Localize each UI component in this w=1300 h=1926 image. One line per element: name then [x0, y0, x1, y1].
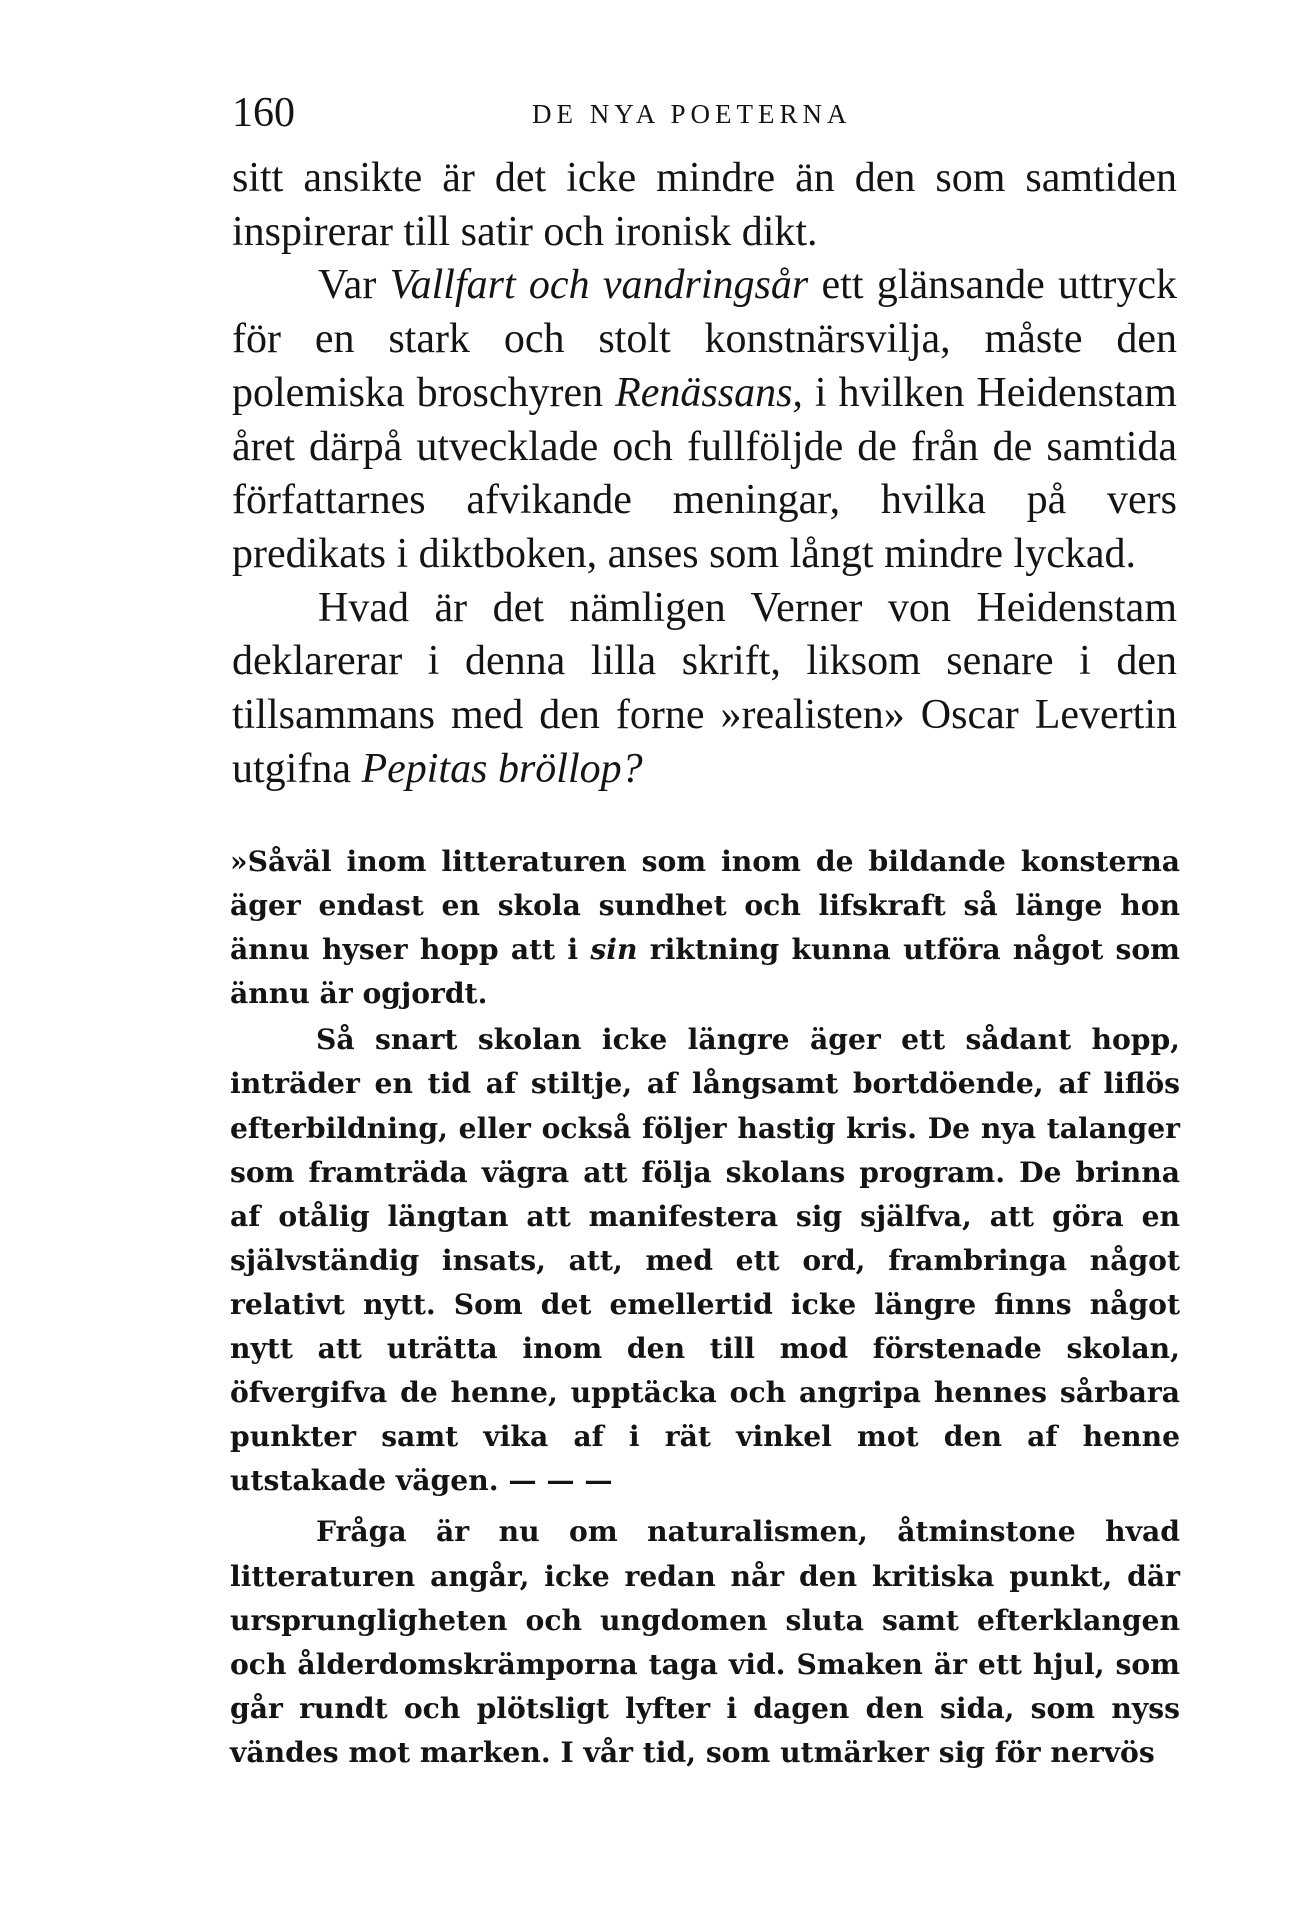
quote-paragraph-3-text: Fråga är nu om naturalismen, åtminstone hvad litteraturen angår, icke redan når den kritiska punkt, där ursprungligheten och ungdomen sluta samt efterklangen och ålderdomskrämporna taga vid. Smaken är ett hjul, som går rundt och plötsligt lyfter i dagen den sida, som nyss vändes mot marken. I vår tid, som utmärker sig för nervös [230, 1515, 1180, 1769]
paragraph-3 [232, 582, 1177, 797]
quote-paragraph-1-text-a: »Såväl inom litteraturen som inom de bildande konsterna äger endast en skola sundhet och lifskraft så länge hon ännu hyser hopp att i [230, 845, 1180, 967]
quote-paragraph-3 [230, 1510, 1180, 1775]
work-title-renassans: Renässans, [615, 369, 803, 416]
paragraph-2-text-a: Var [318, 262, 390, 309]
paragraph-2 [232, 259, 1177, 581]
quote-paragraph-2-text: Så snart skolan icke längre äger ett sådant hopp, inträder en tid af stiltje, af långsamt bortdöende, af liflös efterbildning, eller också följer hastig kris. De nya talanger som framträda vägra att följa skolans program. De brinna af otålig längtan att manifestera sig själfva, att göra en självständig insats, att, med ett ord, frambringa något relativt nytt. Som det emellertid icke längre finns något nytt att uträtta inom den till mod förstenade skolan, öfvergifva de henne, upptäcka och angripa hennes sårbara punkter samt vika af i rät vinkel mot den af henne utstakade vägen. — — — [230, 1023, 1180, 1498]
paragraph-2-text-c: i hvilken Heidenstam året därpå utvecklade och fullföljde de från de samtida författarnes afvikande meningar, hvilka på vers predikats i diktboken, anses som långt mindre lyckad. [232, 369, 1177, 577]
quote-emphasis-sin: sin [590, 933, 638, 967]
quote-paragraph-1 [230, 840, 1180, 1016]
work-title-pepitas: Pepitas bröllop? [361, 745, 643, 792]
quote-paragraph-1-text-b: riktning kunna utföra något som ännu är ogjordt. [230, 933, 1180, 1011]
paragraph-2-text-b: ett glänsande uttryck för en stark och stolt konstnärsvilja, måste den polemiska broschyren [232, 262, 1177, 416]
running-title: DE NYA POETERNA [532, 99, 852, 129]
quote-paragraph-2 [230, 1018, 1180, 1503]
paragraph-3-text: Hvad är det nämligen Verner von Heidenstam deklarerar i denna lilla skrift, liksom senare i den tillsammans med den forne »realisten» Oscar Levertin utgifna [232, 584, 1177, 792]
block-quote [230, 840, 1180, 1775]
work-title-vallfart: Vallfart och vandringsår [389, 262, 809, 309]
page-number: 160 [232, 90, 295, 136]
paragraph-1 [232, 152, 1177, 259]
running-head [232, 88, 1172, 138]
paragraph-1-text: sitt ansikte är det icke mindre än den som samtiden inspirerar till satir och ironisk dikt. [232, 155, 1177, 255]
body-text [232, 152, 1177, 796]
